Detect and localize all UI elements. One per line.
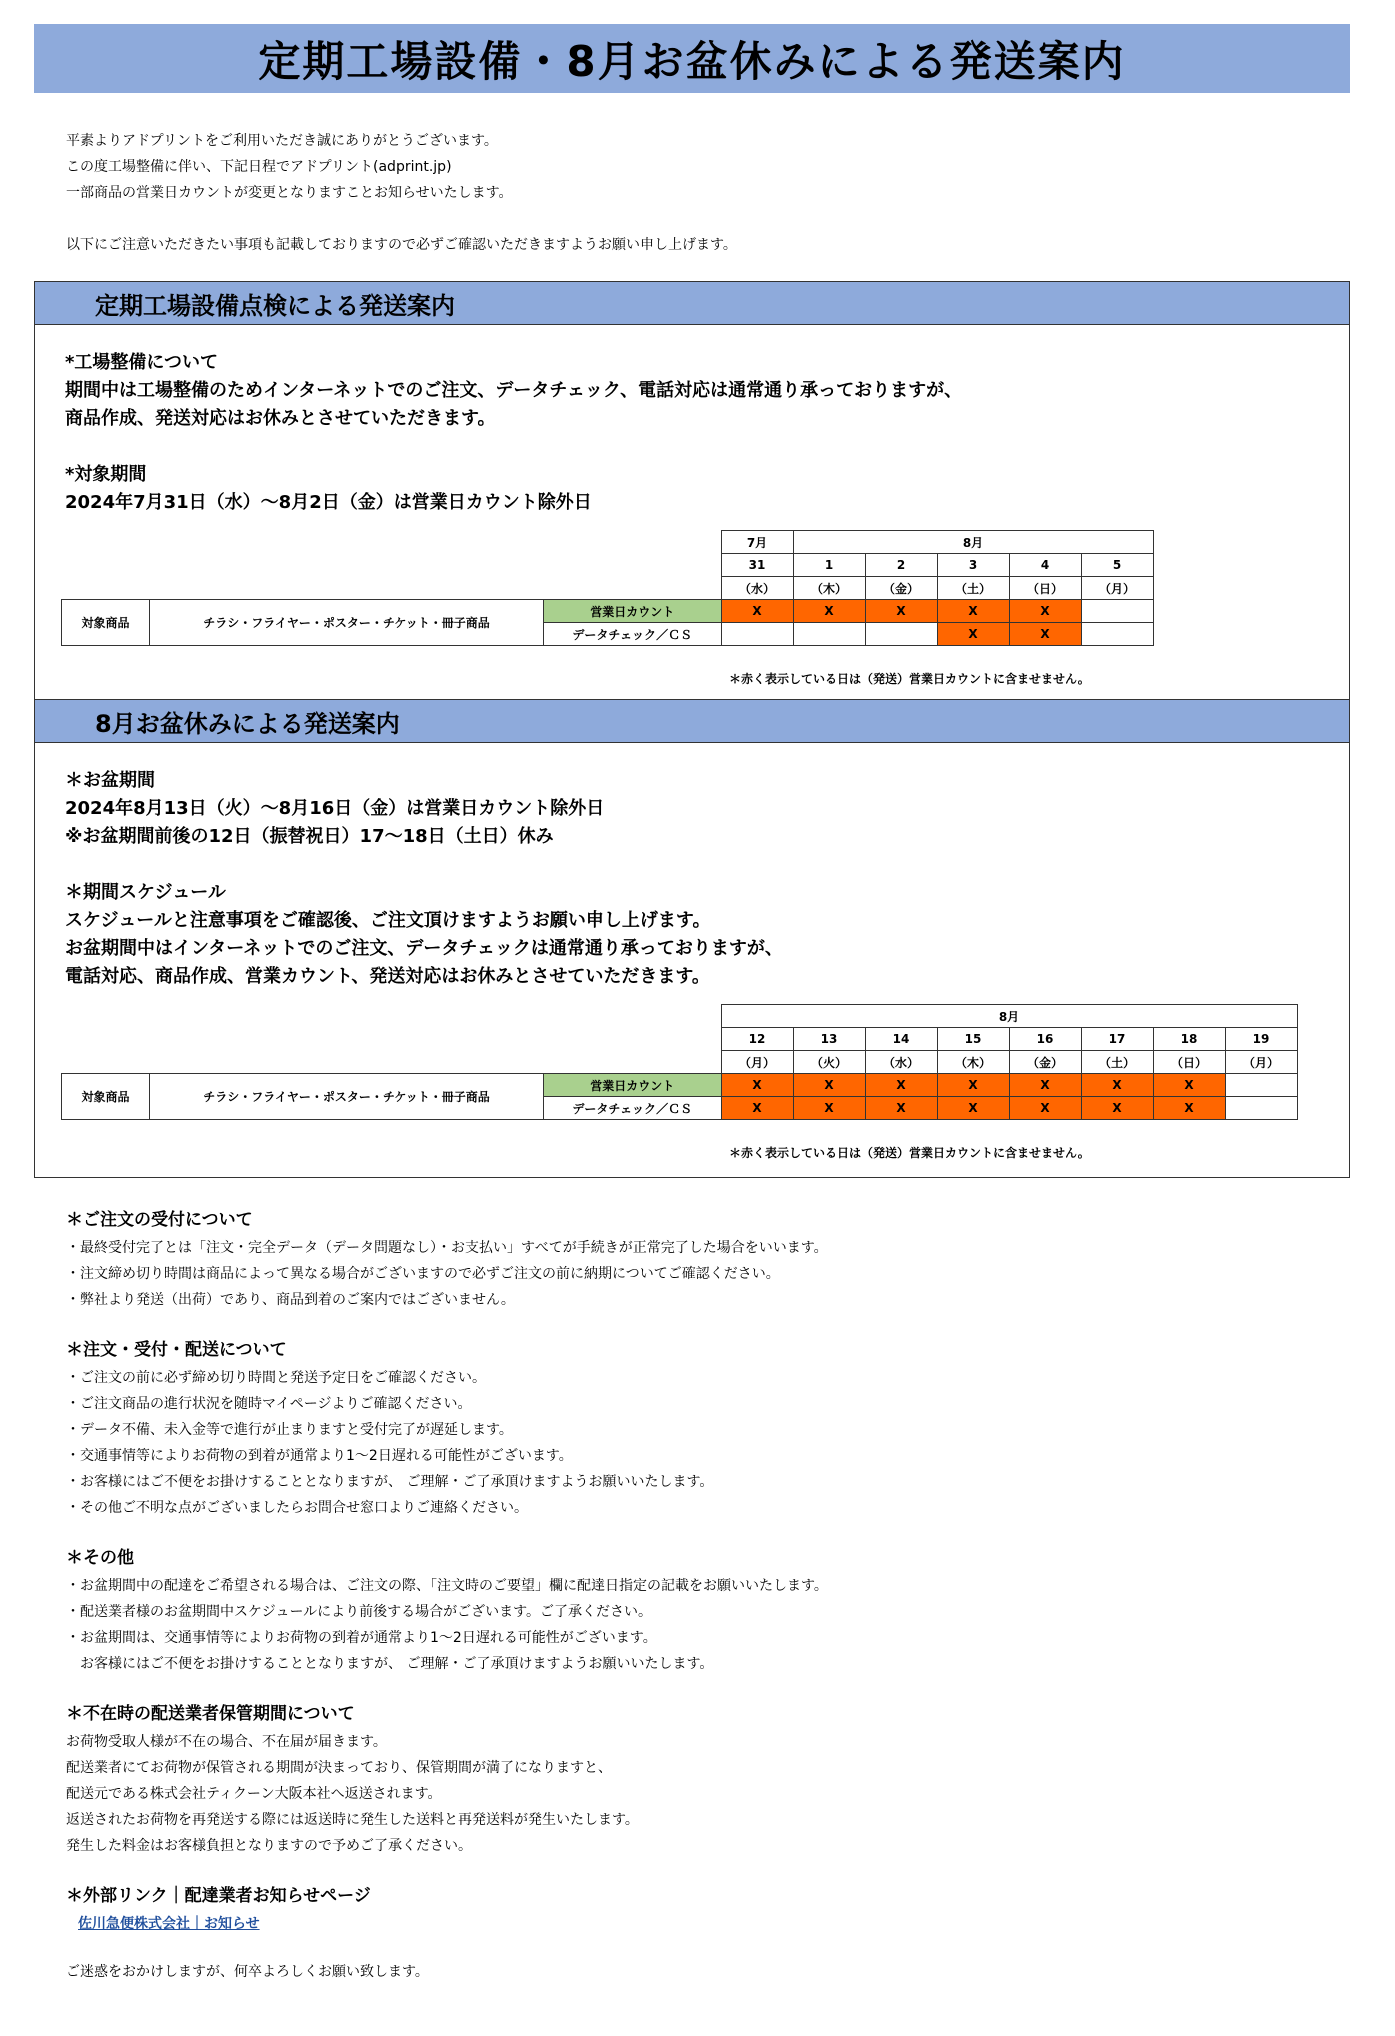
factory-maintenance-section xyxy=(34,281,1350,701)
notes-item: ・注文締め切り時間は商品によって異なる場合がございますので必ずご注文の前に納期についてご確認ください。 xyxy=(66,1266,780,1282)
intro-line: この度工場整備に伴い、下記日程でアドプリント(adprint.jp) xyxy=(66,159,452,175)
row-label: データチェック／ＣＳ xyxy=(544,1097,722,1120)
notes-item: 返送されたお荷物を再発送する際には返送時に発生した送料と再発送料が発生いたします。 xyxy=(66,1812,639,1828)
section-line: *対象期間 xyxy=(65,464,147,485)
calendar-table xyxy=(61,1004,1298,1120)
day-cell: （金） xyxy=(865,577,937,600)
notes-item: ・お盆期間は、交通事情等によりお荷物の到着が通常より1～2日遅れる可能性がございます。 xyxy=(66,1630,657,1646)
section-line: ＊お盆期間 xyxy=(65,770,155,791)
x-cell xyxy=(1081,600,1153,623)
product-name: チラシ・フライヤー・ポスター・チケット・冊子商品 xyxy=(150,600,544,646)
day-cell: （月） xyxy=(1225,1051,1297,1074)
day-cell: （木） xyxy=(793,577,865,600)
intro-line: 平素よりアドプリントをご利用いただき誠にありがとうございます。 xyxy=(66,133,498,149)
x-cell xyxy=(1081,623,1153,646)
month-header: 7月 xyxy=(721,531,793,554)
notes-item: お荷物受取人様が不在の場合、不在届が届きます。 xyxy=(66,1734,387,1750)
product-label: 対象商品 xyxy=(62,600,150,646)
date-cell: 13 xyxy=(793,1028,865,1051)
notes-item: ・お盆期間中の配達をご希望される場合は、ご注文の際、「注文時のご要望」欄に配達日指定の記載をお願いいたします。 xyxy=(66,1578,828,1594)
notes-heading: ＊ご注文の受付について xyxy=(66,1210,253,1230)
x-cell xyxy=(1225,1074,1297,1097)
section-heading: 8月お盆休みによる発送案内 xyxy=(35,700,1349,743)
section-line: お盆期間中はインターネットでのご注文、データチェックは通常通り承っておりますが、 xyxy=(65,938,783,959)
section-line: 期間中は工場整備のためインターネットでのご注文、データチェック、電話対応は通常通り承っておりますが、 xyxy=(65,380,963,401)
day-cell: （木） xyxy=(937,1051,1009,1074)
day-cell: （水） xyxy=(865,1051,937,1074)
day-cell: （日） xyxy=(1153,1051,1225,1074)
notes-item: ・お客様にはご不便をお掛けすることとなりますが、 ご理解・ご了承頂けますようお願いいたします。 xyxy=(66,1474,714,1490)
notes-item: ・交通事情等によりお荷物の到着が通常より1～2日遅れる可能性がございます。 xyxy=(66,1448,573,1464)
x-cell: X xyxy=(793,1074,865,1097)
date-cell: 18 xyxy=(1153,1028,1225,1051)
section-line: 電話対応、商品作成、営業カウント、発送対応はお休みとさせていただきます。 xyxy=(65,966,710,987)
month-header: 8月 xyxy=(721,1005,1297,1028)
sagawa-notice-link[interactable]: 佐川急便株式会社｜お知らせ xyxy=(78,1916,260,1932)
obon-holiday-section xyxy=(34,699,1350,1178)
x-cell: X xyxy=(865,1074,937,1097)
date-cell: 31 xyxy=(721,554,793,577)
notes-heading: ＊不在時の配送業者保管期間について xyxy=(66,1704,355,1724)
x-cell: X xyxy=(721,600,793,623)
notes-item: お客様にはご不便をお掛けすることとなりますが、 ご理解・ご了承頂けますようお願いいたします。 xyxy=(66,1656,714,1672)
row-label: 営業日カウント xyxy=(544,600,722,623)
x-cell xyxy=(865,623,937,646)
x-cell: X xyxy=(1009,623,1081,646)
x-cell: X xyxy=(937,623,1009,646)
day-cell: （月） xyxy=(721,1051,793,1074)
x-cell: X xyxy=(1081,1074,1153,1097)
page-title: 定期工場設備・8月お盆休みによる発送案内 xyxy=(34,24,1350,93)
closing-text: ご迷惑をおかけしますが、何卒よろしくお願い致します。 xyxy=(66,1964,429,1980)
notes-item: ・最終受付完了とは「注文・完全データ（データ問題なし）・お支払い」すべてが手続きが正常完了した場合をいいます。 xyxy=(66,1240,828,1256)
day-cell: （土） xyxy=(937,577,1009,600)
x-cell: X xyxy=(1153,1074,1225,1097)
notes-item: ・その他ご不明な点がございましたらお問合せ窓口よりご連絡ください。 xyxy=(66,1500,528,1516)
product-label: 対象商品 xyxy=(62,1074,150,1120)
notes-item: 発生した料金はお客様負担となりますので予めご了承ください。 xyxy=(66,1838,472,1854)
section-line: 商品作成、発送対応はお休みとさせていただきます。 xyxy=(65,408,496,429)
section-line: ※お盆期間前後の12日（振替祝日）17～18日（土日）休み xyxy=(65,826,554,847)
day-cell: （土） xyxy=(1081,1051,1153,1074)
notes-item: 配送業者にてお荷物が保管される期間が決まっており、保管期間が満了になりますと、 xyxy=(66,1760,612,1776)
intro-line xyxy=(66,206,737,232)
x-cell: X xyxy=(1081,1097,1153,1120)
day-cell: （月） xyxy=(1081,577,1153,600)
x-cell: X xyxy=(937,600,1009,623)
section-line xyxy=(65,433,962,461)
section-text xyxy=(65,349,962,517)
intro-line: 以下にご注意いただきたい事項も記載しておりますので必ずご確認いただきますようお願い申し上げます。 xyxy=(66,237,737,253)
notes-item: ・データ不備、未入金等で進行が止まりますと受付完了が遅延します。 xyxy=(66,1422,513,1438)
date-cell: 3 xyxy=(937,554,1009,577)
date-cell: 12 xyxy=(721,1028,793,1051)
section-line xyxy=(65,851,783,879)
date-cell: 16 xyxy=(1009,1028,1081,1051)
calendar-note: ＊赤く表示している日は（発送）営業日カウントに含ませません。 xyxy=(729,672,1090,686)
x-cell xyxy=(721,623,793,646)
day-cell: （金） xyxy=(1009,1051,1081,1074)
notes-item: ・ご注文商品の進行状況を随時マイページよりご確認ください。 xyxy=(66,1396,472,1412)
date-cell: 15 xyxy=(937,1028,1009,1051)
x-cell: X xyxy=(721,1097,793,1120)
intro-text xyxy=(66,128,737,258)
date-cell: 17 xyxy=(1081,1028,1153,1051)
section-line: スケジュールと注意事項をご確認後、ご注文頂けますようお願い申し上げます。 xyxy=(65,910,711,931)
x-cell: X xyxy=(793,1097,865,1120)
date-cell: 19 xyxy=(1225,1028,1297,1051)
x-cell: X xyxy=(865,1097,937,1120)
date-cell: 14 xyxy=(865,1028,937,1051)
notes-item: ・弊社より発送（出荷）であり、商品到着のご案内ではございません。 xyxy=(66,1292,515,1308)
date-cell: 2 xyxy=(865,554,937,577)
x-cell: X xyxy=(721,1074,793,1097)
date-cell: 1 xyxy=(793,554,865,577)
day-cell: （日） xyxy=(1009,577,1081,600)
section-heading: 定期工場設備点検による発送案内 xyxy=(35,282,1349,325)
notes-heading: ＊その他 xyxy=(66,1548,134,1568)
x-cell xyxy=(1225,1097,1297,1120)
x-cell: X xyxy=(937,1097,1009,1120)
row-label: データチェック／ＣＳ xyxy=(544,623,722,646)
calendar-table xyxy=(61,530,1154,646)
notes-item: 配送元である株式会社ティクーン大阪本社へ返送されます。 xyxy=(66,1786,442,1802)
x-cell: X xyxy=(793,600,865,623)
x-cell: X xyxy=(1153,1097,1225,1120)
calendar-note: ＊赤く表示している日は（発送）営業日カウントに含ませません。 xyxy=(729,1146,1090,1160)
section-line: *工場整備について xyxy=(65,352,219,373)
section-text xyxy=(65,767,783,991)
notes-area xyxy=(66,1205,828,1985)
notes-heading: ＊注文・受付・配送について xyxy=(66,1340,287,1360)
section-line: 2024年7月31日（水）～8月2日（金）は営業日カウント除外日 xyxy=(65,492,592,513)
x-cell: X xyxy=(1009,1097,1081,1120)
month-header: 8月 xyxy=(793,531,1153,554)
row-label: 営業日カウント xyxy=(544,1074,722,1097)
x-cell xyxy=(793,623,865,646)
notes-item: ・配送業者様のお盆期間中スケジュールにより前後する場合がございます。ご了承ください。 xyxy=(66,1604,653,1620)
date-cell: 5 xyxy=(1081,554,1153,577)
x-cell: X xyxy=(865,600,937,623)
day-cell: （水） xyxy=(721,577,793,600)
x-cell: X xyxy=(1009,1074,1081,1097)
intro-line: 一部商品の営業日カウントが変更となりますことお知らせいたします。 xyxy=(66,185,513,201)
notes-heading: ＊外部リンク｜配達業者お知らせページ xyxy=(66,1886,371,1906)
x-cell: X xyxy=(1009,600,1081,623)
section-line: 2024年8月13日（火）～8月16日（金）は営業日カウント除外日 xyxy=(65,798,605,819)
x-cell: X xyxy=(937,1074,1009,1097)
notes-item: ・ご注文の前に必ず締め切り時間と発送予定日をご確認ください。 xyxy=(66,1370,486,1386)
date-cell: 4 xyxy=(1009,554,1081,577)
section-line: ＊期間スケジュール xyxy=(65,882,226,903)
product-name: チラシ・フライヤー・ポスター・チケット・冊子商品 xyxy=(150,1074,544,1120)
day-cell: （火） xyxy=(793,1051,865,1074)
